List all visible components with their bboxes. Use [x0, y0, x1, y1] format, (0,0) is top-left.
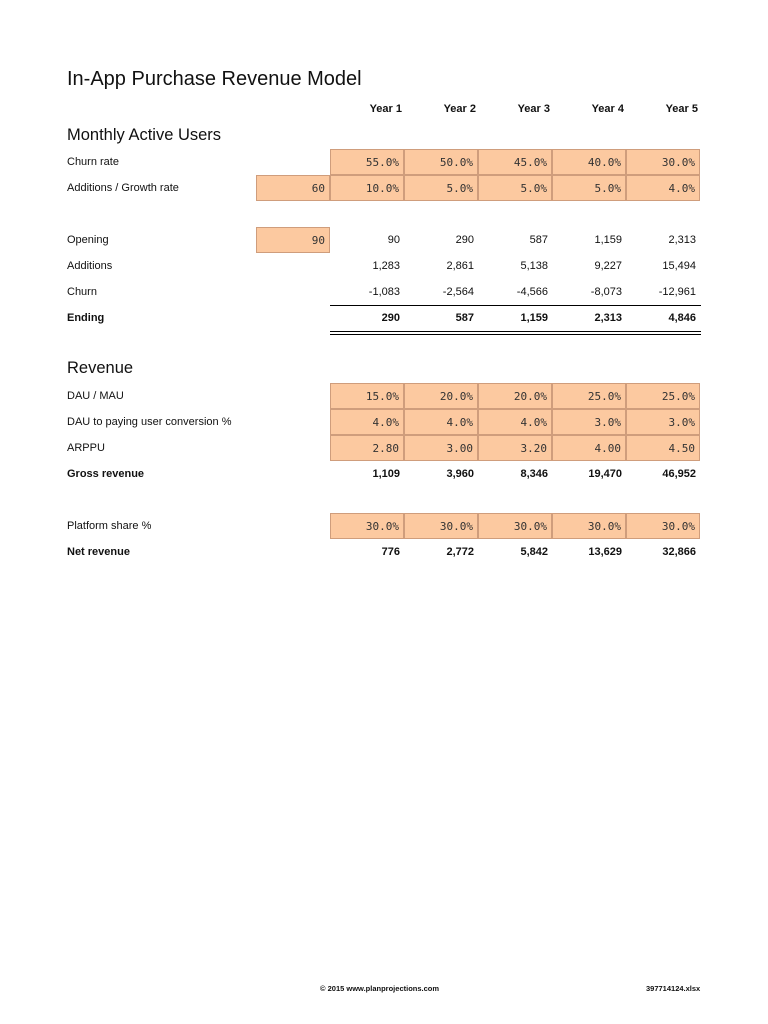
row-label: Ending [67, 312, 105, 324]
year-header-3: Year 3 [517, 103, 550, 115]
input-cell[interactable]: 3.0% [552, 409, 626, 435]
value-cell: 1,283 [372, 260, 400, 272]
input-cell[interactable]: 30.0% [626, 513, 700, 539]
row-label: DAU / MAU [67, 390, 124, 402]
value-cell: 3,960 [446, 468, 474, 480]
input-cell[interactable]: 4.0% [626, 175, 700, 201]
value-cell: 776 [381, 546, 400, 558]
value-cell: 32,866 [662, 546, 696, 558]
input-cell[interactable]: 3.00 [404, 435, 478, 461]
row-label: ARPPU [67, 442, 105, 454]
input-cell[interactable]: 4.00 [552, 435, 626, 461]
row-label: DAU to paying user conversion % [67, 416, 232, 428]
value-cell: 2,313 [668, 234, 696, 246]
double-underline [330, 331, 701, 335]
input-cell[interactable]: 25.0% [552, 383, 626, 409]
value-cell: 46,952 [662, 468, 696, 480]
value-cell: 19,470 [588, 468, 622, 480]
year-header-1: Year 1 [369, 103, 402, 115]
value-cell: 290 [381, 312, 400, 324]
row-label: Additions / Growth rate [67, 182, 179, 194]
value-cell: 5,138 [520, 260, 548, 272]
row-label: Churn rate [67, 156, 119, 168]
value-cell: -12,961 [658, 286, 696, 298]
input-cell[interactable]: 30.0% [626, 149, 700, 175]
input-cell[interactable]: 30.0% [478, 513, 552, 539]
row-opening [0, 227, 768, 253]
value-cell: 1,109 [372, 468, 400, 480]
row-additions [0, 253, 768, 279]
input-cell[interactable]: 3.0% [626, 409, 700, 435]
value-cell: 587 [455, 312, 474, 324]
base-input-cell[interactable]: 90 [256, 227, 330, 253]
row-label: Gross revenue [67, 468, 145, 480]
value-cell: -2,564 [442, 286, 474, 298]
row-gross-revenue [0, 461, 768, 487]
value-cell: 1,159 [520, 312, 548, 324]
row-churn [0, 279, 768, 305]
value-cell: 2,313 [594, 312, 622, 324]
input-cell[interactable]: 5.0% [478, 175, 552, 201]
value-cell: 1,159 [594, 234, 622, 246]
base-input-cell[interactable]: 60 [256, 175, 330, 201]
input-cell[interactable]: 50.0% [404, 149, 478, 175]
input-cell[interactable]: 40.0% [552, 149, 626, 175]
row-churn-rate [0, 149, 768, 175]
section-heading-mau: Monthly Active Users [67, 126, 222, 144]
row-label: Additions [67, 260, 113, 272]
input-cell[interactable]: 45.0% [478, 149, 552, 175]
input-cell[interactable]: 4.0% [404, 409, 478, 435]
input-cell[interactable]: 15.0% [330, 383, 404, 409]
footer-filename: 397714124.xlsx [646, 984, 701, 993]
input-cell[interactable]: 30.0% [404, 513, 478, 539]
row-label: Net revenue [67, 546, 130, 558]
value-cell: 2,772 [446, 546, 474, 558]
year-header-5: Year 5 [665, 103, 698, 115]
section-heading-revenue: Revenue [67, 359, 134, 377]
input-cell[interactable]: 55.0% [330, 149, 404, 175]
value-cell: 15,494 [662, 260, 696, 272]
input-cell[interactable]: 5.0% [404, 175, 478, 201]
row-label: Platform share % [67, 520, 152, 532]
input-cell[interactable]: 4.0% [330, 409, 404, 435]
value-cell: -8,073 [590, 286, 622, 298]
year-header-4: Year 4 [591, 103, 624, 115]
page-title: In-App Purchase Revenue Model [67, 68, 362, 90]
value-cell: 587 [529, 234, 548, 246]
row-dau-mau [0, 383, 768, 409]
footer-copyright: © 2015 www.planprojections.com [320, 984, 440, 993]
value-cell: 4,846 [668, 312, 696, 324]
input-cell[interactable]: 4.0% [478, 409, 552, 435]
value-cell: 2,861 [446, 260, 474, 272]
input-cell[interactable]: 4.50 [626, 435, 700, 461]
year-header-2: Year 2 [443, 103, 476, 115]
row-net-revenue [0, 539, 768, 565]
row-label: Opening [67, 234, 109, 246]
value-cell: 5,842 [520, 546, 548, 558]
input-cell[interactable]: 5.0% [552, 175, 626, 201]
value-cell: 9,227 [594, 260, 622, 272]
row-arppu [0, 435, 768, 461]
input-cell[interactable]: 20.0% [478, 383, 552, 409]
row-platform-share [0, 513, 768, 539]
input-cell[interactable]: 20.0% [404, 383, 478, 409]
value-cell: -4,566 [516, 286, 548, 298]
row-growth-rate [0, 175, 768, 201]
row-label: Churn [67, 286, 97, 298]
input-cell[interactable]: 10.0% [330, 175, 404, 201]
row-conversion [0, 409, 768, 435]
row-ending [0, 305, 768, 331]
input-cell[interactable]: 30.0% [330, 513, 404, 539]
input-cell[interactable]: 25.0% [626, 383, 700, 409]
input-cell[interactable]: 2.80 [330, 435, 404, 461]
value-cell: 8,346 [520, 468, 548, 480]
input-cell[interactable]: 30.0% [552, 513, 626, 539]
input-cell[interactable]: 3.20 [478, 435, 552, 461]
value-cell: 13,629 [588, 546, 622, 558]
value-cell: -1,083 [368, 286, 400, 298]
value-cell: 290 [455, 234, 474, 246]
value-cell: 90 [387, 234, 400, 246]
